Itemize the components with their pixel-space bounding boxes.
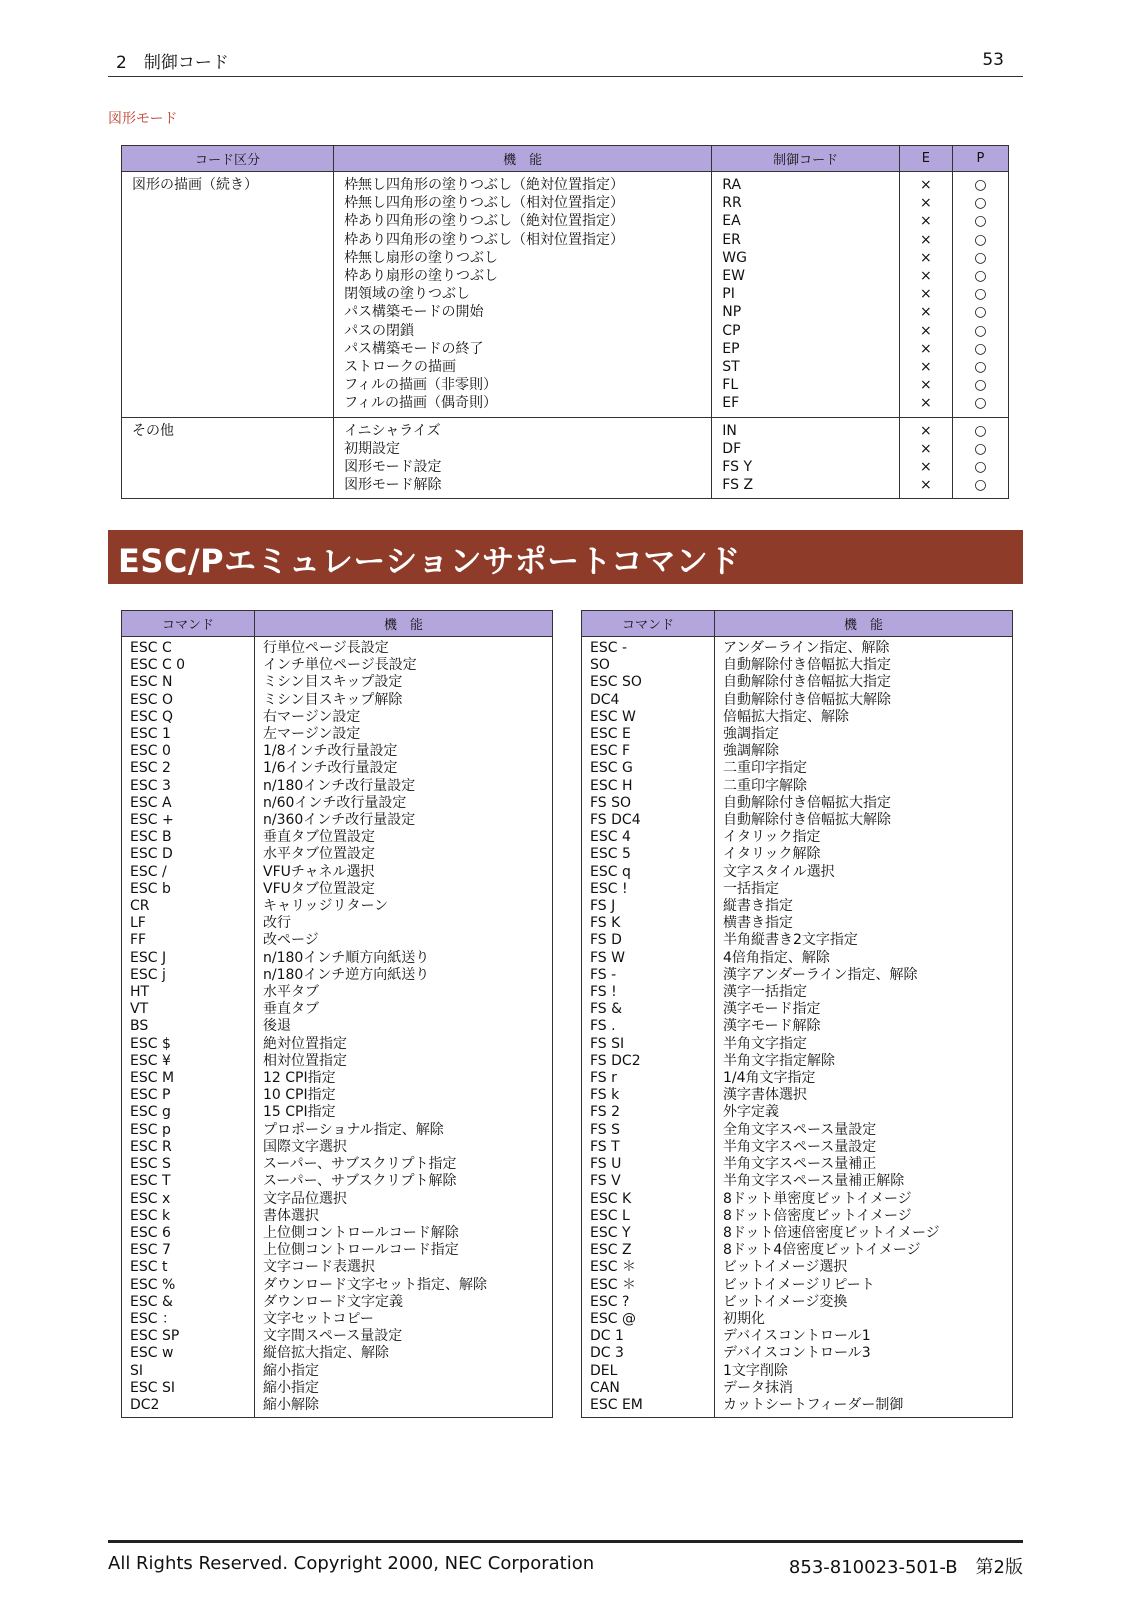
control-code: EF xyxy=(722,395,740,412)
command-code: ESC N xyxy=(130,674,173,691)
command-function: 改ページ xyxy=(263,932,319,949)
command-code: BS xyxy=(130,1018,149,1035)
command-code: DC4 xyxy=(590,691,620,708)
command-code: FS 2 xyxy=(590,1104,621,1121)
command-function: 文字コード表選択 xyxy=(263,1259,375,1276)
command-function: 縮小指定 xyxy=(263,1379,319,1396)
command-function: 後退 xyxy=(263,1018,291,1035)
command-function: VFUチャネル選択 xyxy=(263,863,375,880)
command-function: 一括指定 xyxy=(723,880,779,897)
command-column xyxy=(582,637,715,1418)
col-header-code: 制御コード xyxy=(712,146,900,172)
col-header-function: 機 能 xyxy=(334,146,712,172)
e-support-mark: × xyxy=(920,322,932,339)
command-code: SI xyxy=(130,1362,144,1379)
command-code: ESC q xyxy=(590,863,631,880)
command-function: 上位側コントロールコード指定 xyxy=(263,1242,459,1259)
command-function: ダウンロード文字セット指定、解除 xyxy=(263,1276,487,1293)
command-code: LF xyxy=(130,915,146,932)
col-header-p: P xyxy=(952,146,1008,172)
function-text: フィルの描画（偶奇則） xyxy=(344,395,497,412)
command-function: 倍幅拡大指定、解除 xyxy=(723,708,849,725)
escp-command-table-right xyxy=(581,610,1013,1418)
command-function: 漢字モード指定 xyxy=(723,1001,821,1018)
command-function: 8ドット単密度ビットイメージ xyxy=(723,1190,912,1207)
command-code: FS - xyxy=(590,966,617,983)
command-code: ESC 6 xyxy=(130,1224,171,1241)
command-code: ESC SO xyxy=(590,674,642,691)
control-code: FS Z xyxy=(722,477,754,494)
command-function: n/180インチ改行量設定 xyxy=(263,777,416,794)
e-support-mark: × xyxy=(920,268,932,285)
p-support-mark: ○ xyxy=(974,422,987,439)
command-code: ESC M xyxy=(130,1070,175,1087)
command-function: プロポーショナル指定、解除 xyxy=(263,1121,444,1138)
e-support-mark: × xyxy=(920,440,932,457)
command-code: ESC 4 xyxy=(590,829,631,846)
command-code: DC 1 xyxy=(590,1328,624,1345)
command-function: デバイスコントロール3 xyxy=(723,1345,871,1362)
command-code: ESC 2 xyxy=(130,760,171,777)
control-code: FS Y xyxy=(722,459,752,476)
function-text: 図形モード解除 xyxy=(344,477,442,494)
command-code: FS ! xyxy=(590,984,617,1001)
command-function: 10 CPI指定 xyxy=(263,1087,336,1104)
command-function: ビットイメージ選択 xyxy=(723,1259,848,1276)
control-code: FL xyxy=(722,377,739,394)
command-code: DC 3 xyxy=(590,1345,624,1362)
col-header-command: コマンド xyxy=(122,611,255,637)
command-function: 半角文字スペース量設定 xyxy=(723,1138,877,1155)
category-cell xyxy=(122,417,334,499)
function-text: 枠あり四角形の塗りつぶし（絶対位置指定） xyxy=(344,213,625,230)
p-support-mark: ○ xyxy=(974,195,987,212)
command-code: FS k xyxy=(590,1087,620,1104)
command-function: 二重印字解除 xyxy=(723,777,807,794)
command-code: ESC @ xyxy=(590,1310,636,1327)
p-support-mark: ○ xyxy=(974,213,987,230)
command-code: FS DC2 xyxy=(590,1052,641,1069)
control-code: RR xyxy=(722,195,742,212)
command-function: カットシートフィーダー制御 xyxy=(723,1396,904,1413)
footer-copyright: All Rights Reserved. Copyright 2000, NEC Corporation xyxy=(108,1553,595,1574)
command-function: イタリック解除 xyxy=(723,846,821,863)
control-code: PI xyxy=(722,286,735,303)
category-label: 図形の描画（続き） xyxy=(132,177,258,193)
command-code: ESC ＊ xyxy=(590,1259,636,1276)
command-code: ESC B xyxy=(130,829,172,846)
command-code: FS S xyxy=(590,1121,621,1138)
function-column xyxy=(715,637,1013,1418)
command-function: 文字品位選択 xyxy=(263,1190,347,1207)
e-support-mark: × xyxy=(920,286,932,303)
command-code: ESC 0 xyxy=(130,743,171,760)
command-code: ESC SI xyxy=(130,1379,175,1396)
command-code: ESC 5 xyxy=(590,846,631,863)
command-code: VT xyxy=(130,1001,149,1018)
command-function: 二重印字指定 xyxy=(723,760,807,777)
command-function: ミシン目スキップ解除 xyxy=(263,691,403,708)
command-function: スーパー、サブスクリプト指定 xyxy=(263,1156,457,1173)
banner-title: ESC/Pエミュレーションサポートコマンド xyxy=(118,542,741,580)
command-code: ESC C xyxy=(130,640,172,656)
p-support-mark: ○ xyxy=(974,268,987,285)
command-function: 垂直タブ xyxy=(263,1001,319,1018)
p-support-mark: ○ xyxy=(974,377,987,394)
col-header-function: 機 能 xyxy=(715,611,1013,637)
command-code: ESC EM xyxy=(590,1396,643,1413)
e-cell xyxy=(899,417,952,499)
command-code: ESC F xyxy=(590,743,631,760)
command-function: 改行 xyxy=(263,915,291,932)
category-label: その他 xyxy=(132,422,174,439)
p-support-mark: ○ xyxy=(974,231,987,248)
function-text: 枠無し扇形の塗りつぶし xyxy=(344,249,499,266)
command-function: 1文字削除 xyxy=(723,1362,788,1379)
command-code: FS r xyxy=(590,1070,617,1087)
command-function: 全角文字スペース量設定 xyxy=(723,1121,877,1138)
command-code: ESC ： xyxy=(130,1310,176,1327)
command-code: FS DC4 xyxy=(590,812,641,829)
table-header-row xyxy=(582,611,1013,637)
command-function: 1/8インチ改行量設定 xyxy=(263,743,398,760)
command-function: 右マージン設定 xyxy=(263,708,361,725)
e-support-mark: × xyxy=(920,395,932,412)
command-function: 自動解除付き倍幅拡大指定 xyxy=(723,794,891,811)
command-function: 強調指定 xyxy=(723,726,779,743)
e-support-mark: × xyxy=(920,304,932,321)
command-function: 強調解除 xyxy=(723,743,779,760)
control-code: CP xyxy=(722,322,741,339)
function-cell xyxy=(334,172,712,418)
function-text: フィルの描画（非零則） xyxy=(344,377,497,394)
command-function: ビットイメージ変換 xyxy=(723,1293,848,1310)
section-label: 図形モード xyxy=(108,111,178,127)
command-function: 半角文字指定解除 xyxy=(723,1052,835,1069)
command-code: FS SO xyxy=(590,794,632,811)
command-function: 相対位置指定 xyxy=(263,1052,347,1069)
code-cell xyxy=(712,172,900,418)
e-support-mark: × xyxy=(920,477,932,494)
control-code: RA xyxy=(722,177,742,193)
command-function: 1/6インチ改行量設定 xyxy=(263,760,398,777)
command-code: ESC ＊ xyxy=(590,1276,636,1293)
function-text: 枠無し四角形の塗りつぶし（絶対位置指定） xyxy=(344,177,625,193)
command-function: 横書き指定 xyxy=(723,915,793,932)
function-cell xyxy=(334,417,712,499)
function-text: イニシャライズ xyxy=(344,422,441,439)
command-function: 12 CPI指定 xyxy=(263,1070,336,1087)
p-support-mark: ○ xyxy=(974,459,987,476)
command-function: 行単位ページ長設定 xyxy=(263,640,389,656)
table-header-row xyxy=(122,146,1009,172)
col-header-function: 機 能 xyxy=(255,611,553,637)
command-code: ESC & xyxy=(130,1293,173,1310)
command-function: 自動解除付き倍幅拡大解除 xyxy=(723,812,891,829)
command-function: 水平タブ位置設定 xyxy=(263,846,375,863)
table-row xyxy=(122,172,1009,418)
footer-rule xyxy=(108,1540,1023,1543)
table-header-row xyxy=(122,611,553,637)
command-code: FS W xyxy=(590,949,625,966)
command-function: イタリック指定 xyxy=(723,829,821,846)
command-code: ESC x xyxy=(130,1190,171,1207)
function-text: 枠あり四角形の塗りつぶし（相対位置指定） xyxy=(344,231,625,248)
command-code: ESC 3 xyxy=(130,777,171,794)
command-function: 半角文字スペース量補正 xyxy=(723,1156,877,1173)
command-code: FS U xyxy=(590,1156,622,1173)
command-function: ミシン目スキップ設定 xyxy=(263,674,403,691)
control-code: EA xyxy=(722,213,741,230)
function-text: 図形モード設定 xyxy=(344,459,442,476)
page-number: 53 xyxy=(982,50,1004,70)
command-function: 上位側コントロールコード解除 xyxy=(263,1224,459,1241)
control-code: NP xyxy=(722,304,742,321)
command-code: ESC A xyxy=(130,794,172,811)
command-code: ESC W xyxy=(590,708,636,725)
e-support-mark: × xyxy=(920,459,932,476)
command-function: 4倍角指定、解除 xyxy=(723,949,830,966)
function-text: パス構築モードの終了 xyxy=(344,340,484,357)
command-code: ESC t xyxy=(130,1259,168,1276)
command-code: ESC k xyxy=(130,1207,171,1224)
table-row xyxy=(582,637,1013,1418)
command-function: 自動解除付き倍幅拡大指定 xyxy=(723,674,891,691)
command-function: スーパー、サブスクリプト解除 xyxy=(263,1173,457,1190)
escp-command-table-left xyxy=(121,610,553,1418)
command-code: ESC S xyxy=(130,1156,171,1173)
code-cell xyxy=(712,417,900,499)
command-function: 8ドット倍速倍密度ビットイメージ xyxy=(723,1224,940,1241)
col-header-command: コマンド xyxy=(582,611,715,637)
col-header-e: E xyxy=(899,146,952,172)
function-text: パス構築モードの開始 xyxy=(344,304,484,321)
command-code: ESC % xyxy=(130,1276,176,1293)
command-function: 15 CPI指定 xyxy=(263,1104,336,1121)
p-cell xyxy=(952,172,1008,418)
command-code: ESC Z xyxy=(590,1242,632,1259)
command-code: FS J xyxy=(590,898,616,915)
command-code: ESC L xyxy=(590,1207,630,1224)
command-function: データ抹消 xyxy=(723,1379,793,1396)
col-header-category: コード区分 xyxy=(122,146,334,172)
control-code: IN xyxy=(722,422,737,439)
command-function: アンダーライン指定、解除 xyxy=(723,640,890,656)
p-support-mark: ○ xyxy=(974,477,987,494)
footer-doc-number: 853-810023-501-B 第2版 xyxy=(788,1557,1023,1578)
p-support-mark: ○ xyxy=(974,340,987,357)
command-code: ESC J xyxy=(130,949,167,966)
command-function: 自動解除付き倍幅拡大指定 xyxy=(723,657,891,674)
command-function: 絶対位置指定 xyxy=(263,1035,347,1052)
e-support-mark: × xyxy=(920,422,932,439)
command-code: FS SI xyxy=(590,1035,625,1052)
command-code: ESC R xyxy=(130,1138,172,1155)
control-code: EW xyxy=(722,268,745,285)
command-code: ESC E xyxy=(590,726,631,743)
command-code: ESC + xyxy=(130,812,174,829)
command-function: 左マージン設定 xyxy=(263,726,361,743)
command-code: ESC w xyxy=(130,1345,174,1362)
function-column xyxy=(255,637,553,1418)
command-function: 8ドット倍密度ビットイメージ xyxy=(723,1207,912,1224)
command-code: DC2 xyxy=(130,1396,160,1413)
command-function: 半角文字指定 xyxy=(723,1035,807,1052)
command-function: デバイスコントロール1 xyxy=(723,1328,871,1345)
command-code: ESC / xyxy=(130,863,167,880)
command-function: インチ単位ページ長設定 xyxy=(263,657,417,674)
command-code: ESC G xyxy=(590,760,633,777)
command-function: n/360インチ改行量設定 xyxy=(263,812,416,829)
p-cell xyxy=(952,417,1008,499)
command-code: CAN xyxy=(590,1379,620,1396)
e-support-mark: × xyxy=(920,231,932,248)
control-code: EP xyxy=(722,340,740,357)
graphics-mode-table xyxy=(121,145,1009,499)
command-code: FS T xyxy=(590,1138,620,1155)
command-function: 書体選択 xyxy=(263,1207,319,1224)
function-text: 枠無し四角形の塗りつぶし（相対位置指定） xyxy=(344,195,625,212)
command-code: ESC ? xyxy=(590,1293,630,1310)
command-function: 8ドット4倍密度ビットイメージ xyxy=(723,1242,921,1259)
command-function: 初期化 xyxy=(723,1310,765,1327)
control-code: WG xyxy=(722,249,747,266)
p-support-mark: ○ xyxy=(974,304,987,321)
command-function: 国際文字選択 xyxy=(263,1138,347,1155)
command-code: ESC 1 xyxy=(130,726,171,743)
command-function: 漢字アンダーライン指定、解除 xyxy=(723,966,918,983)
e-support-mark: × xyxy=(920,340,932,357)
command-function: 縦書き指定 xyxy=(723,898,793,915)
command-function: キャリッジリターン xyxy=(263,898,389,915)
command-function: 1/4角文字指定 xyxy=(723,1070,816,1087)
command-function: n/180インチ逆方向紙送り xyxy=(263,966,430,983)
e-support-mark: × xyxy=(920,213,932,230)
command-function: 半角縦書き2文字指定 xyxy=(723,932,858,949)
command-function: 縮小指定 xyxy=(263,1362,319,1379)
command-code: ESC SP xyxy=(130,1328,180,1345)
command-function: 垂直タブ位置設定 xyxy=(263,829,375,846)
command-code: ESC Y xyxy=(590,1224,631,1241)
command-code: ESC K xyxy=(590,1190,632,1207)
e-support-mark: × xyxy=(920,359,932,376)
command-code: ESC C 0 xyxy=(130,657,186,674)
command-function: 縦倍拡大指定、解除 xyxy=(263,1345,389,1362)
command-code: ESC j xyxy=(130,966,166,983)
command-code: ESC D xyxy=(130,846,173,863)
command-code: ESC g xyxy=(130,1104,171,1121)
command-code: ESC ! xyxy=(590,880,628,897)
chapter-title: 2 制御コード xyxy=(116,53,229,73)
p-support-mark: ○ xyxy=(974,395,987,412)
command-code: ESC O xyxy=(130,691,173,708)
function-text: 閉領域の塗りつぶし xyxy=(344,286,471,303)
command-function: n/60インチ改行量設定 xyxy=(263,794,407,811)
command-code: ESC $ xyxy=(130,1035,171,1052)
p-support-mark: ○ xyxy=(974,249,987,266)
command-code: ESC p xyxy=(130,1121,171,1138)
function-text: パスの閉鎖 xyxy=(344,322,415,339)
command-function: 半角文字スペース量補正解除 xyxy=(723,1173,905,1190)
command-code: ESC P xyxy=(130,1087,171,1104)
command-function: ダウンロード文字定義 xyxy=(263,1293,403,1310)
table-row xyxy=(122,637,553,1418)
command-function: 漢字一括指定 xyxy=(723,984,807,1001)
p-support-mark: ○ xyxy=(974,322,987,339)
command-function: 文字スタイル選択 xyxy=(723,863,835,880)
e-support-mark: × xyxy=(920,249,932,266)
control-code: DF xyxy=(722,440,742,457)
command-function: 自動解除付き倍幅拡大解除 xyxy=(723,691,891,708)
e-support-mark: × xyxy=(920,195,932,212)
command-code: ESC b xyxy=(130,880,171,897)
command-code: FS & xyxy=(590,1001,623,1018)
command-code: FS D xyxy=(590,932,622,949)
command-code: ESC ¥ xyxy=(130,1052,171,1069)
function-text: 初期設定 xyxy=(344,440,401,457)
command-code: DEL xyxy=(590,1362,618,1379)
command-code: ESC H xyxy=(590,777,633,794)
header-rule xyxy=(108,76,1023,77)
function-text: 枠あり扇形の塗りつぶし xyxy=(344,268,499,285)
command-code: ESC Q xyxy=(130,708,173,725)
command-code: FF xyxy=(130,932,147,949)
command-function: 文字セットコピー xyxy=(263,1310,374,1327)
command-code: FS V xyxy=(590,1173,621,1190)
control-code: ER xyxy=(722,231,741,248)
p-support-mark: ○ xyxy=(974,286,987,303)
command-function: 文字間スペース量設定 xyxy=(263,1328,403,1345)
table-row xyxy=(122,417,1009,499)
command-code: ESC T xyxy=(130,1173,171,1190)
command-column xyxy=(122,637,255,1418)
function-text: ストロークの描画 xyxy=(344,359,457,376)
command-code: CR xyxy=(130,898,150,915)
command-function: 外字定義 xyxy=(723,1104,779,1121)
command-function: VFUタブ位置設定 xyxy=(263,880,375,897)
command-code: ESC 7 xyxy=(130,1242,171,1259)
command-function: 水平タブ xyxy=(263,984,319,1001)
command-code: SO xyxy=(590,657,610,674)
command-code: FS K xyxy=(590,915,621,932)
command-function: n/180インチ順方向紙送り xyxy=(263,949,430,966)
e-support-mark: × xyxy=(920,177,932,193)
command-code: HT xyxy=(130,984,150,1001)
command-function: 漢字モード解除 xyxy=(723,1018,821,1035)
e-cell xyxy=(899,172,952,418)
command-code: FS . xyxy=(590,1018,616,1035)
e-support-mark: × xyxy=(920,377,932,394)
category-cell xyxy=(122,172,334,418)
command-function: 縮小解除 xyxy=(263,1396,319,1413)
command-function: 漢字書体選択 xyxy=(723,1087,807,1104)
p-support-mark: ○ xyxy=(974,359,987,376)
command-function: ビットイメージリピート xyxy=(723,1276,875,1293)
p-support-mark: ○ xyxy=(974,177,987,193)
command-code: ESC - xyxy=(590,640,628,656)
p-support-mark: ○ xyxy=(974,440,987,457)
control-code: ST xyxy=(722,359,740,376)
